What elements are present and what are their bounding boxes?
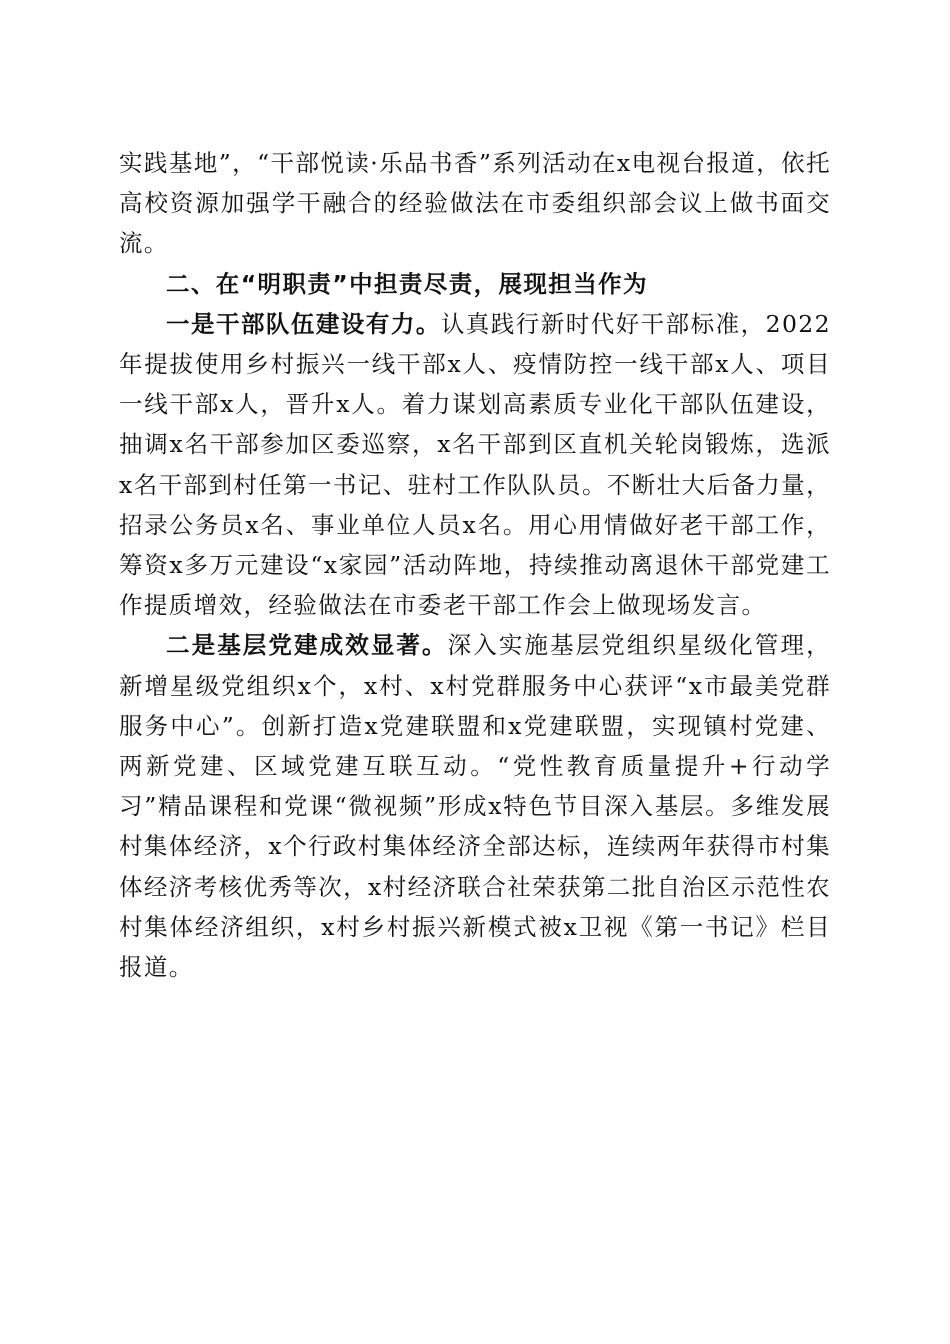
- document-page: [119, 143, 831, 987]
- section-heading: 二、在“明职责”中担责尽责，展现担当作为: [166, 269, 648, 298]
- paragraph-body: 深入实施基层党组织星级化管理，新增星级党组织x个，x村、x村党群服务中心获评“x市最美党群服务中心”。创新打造x党建联盟和x党建联盟，实现镇村党建、两新党建、区域党建互联互动。“党性教育质量提升+行动学习”精品课程和党课“微视频”形成x特色节目深入基层。多维发展村集体经济，x个行政村集体经济全部达标，连续两年获得市村集体经济考核优秀等次，x村经济联合社荣获第二批自治区示范性农村集体经济组织，x村乡村振兴新模式被x卫视《第一书记》栏目报道。: [119, 631, 832, 982]
- paragraph-body: 认真践行新时代好干部标准，2022年提拔使用乡村振兴一线干部x人、疫情防控一线干部x人、项目一线干部x人，晋升x人。着力谋划高素质专业化干部队伍建设，抽调x名干部参加区委巡察，x名干部到区直机关轮岗锻炼，选派x名干部到村任第一书记、驻村工作队队员。不断壮大后备力量，招录公务员x名、事业单位人员x名。用心用情做好老干部工作，筹资x多万元建设“x家园”活动阵地，持续推动离退休干部党建工作提质增效，经验做法在市委老干部工作会上做现场发言。: [119, 309, 831, 620]
- paragraph-lead: 二是基层党建成效显著。: [166, 631, 448, 660]
- continued-paragraph: 实践基地”，“干部悦读·乐品书香”系列活动在x电视台报道，依托高校资源加强学干融合的经验做法在市委组织部会议上做书面交流。: [119, 149, 831, 258]
- paragraph-lead: 一是干部队伍建设有力。: [166, 309, 441, 338]
- paragraph-cadre-team: [119, 304, 831, 626]
- paragraph-grassroots-party: [119, 625, 831, 987]
